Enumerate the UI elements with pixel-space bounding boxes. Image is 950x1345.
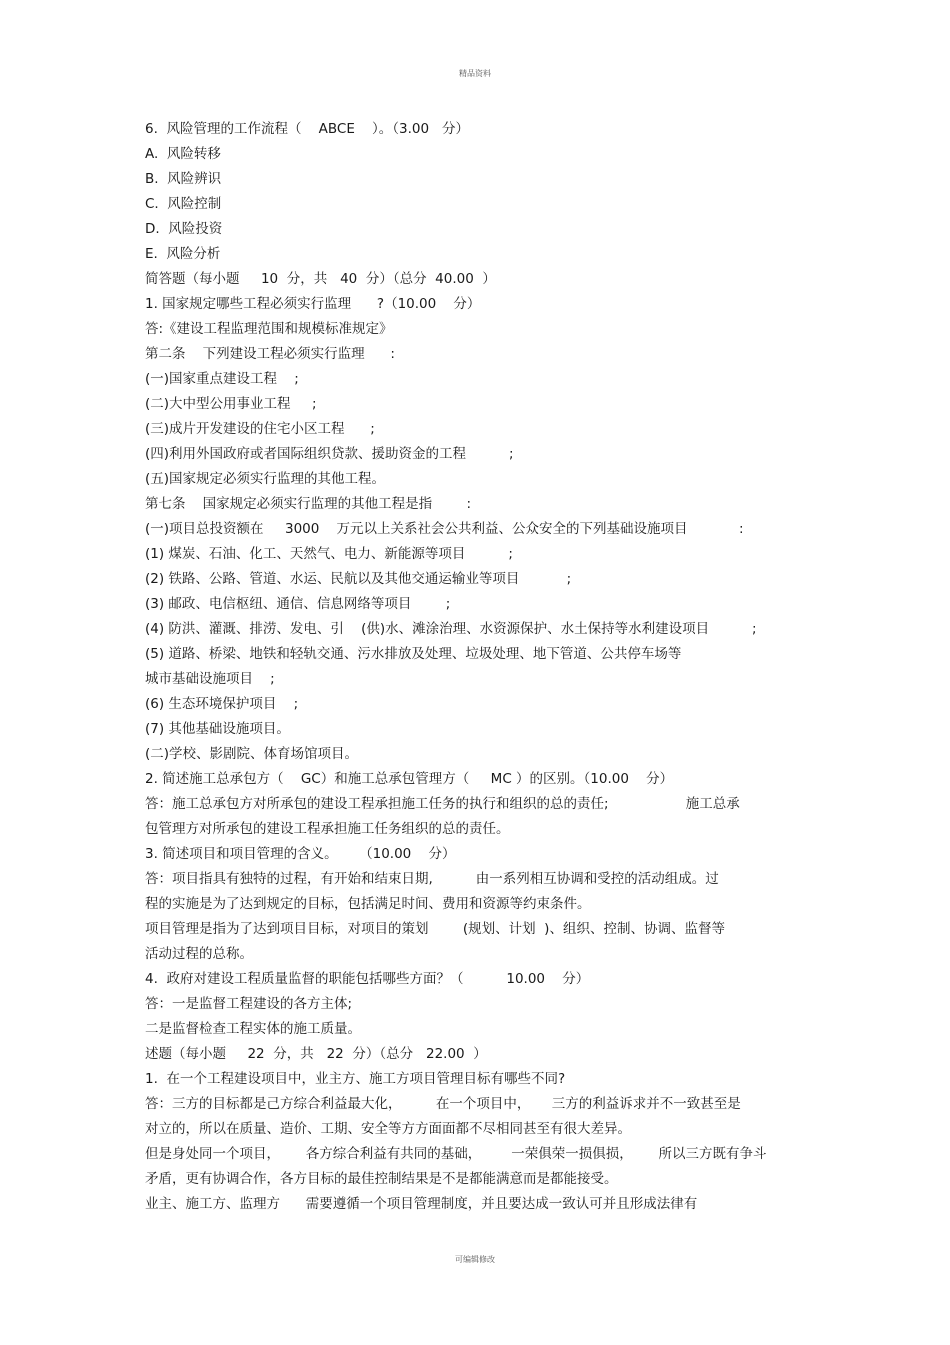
text-line: (6) 生态环境保护项目 ; — [145, 696, 299, 712]
text-line: 第七条 国家规定必须实行监理的其他工程是指 : — [145, 496, 472, 512]
text-line: 3. 简述项目和项目管理的含义。 （10.00 分） — [145, 846, 456, 862]
text-line: B. 风险辨识 — [145, 171, 222, 187]
text-line: (一)国家重点建设工程 ; — [145, 371, 299, 387]
text-line: 1. 在一个工程建设项目中，业主方、施工方项目管理目标有哪些不同? — [145, 1071, 566, 1087]
text-line: 答：三方的目标都是己方综合利益最大化， 在一个项目中， 三方的利益诉求并不一致甚至是 — [145, 1096, 741, 1112]
text-line: 矛盾，更有协调合作，各方目标的最佳控制结果是不是都能满意而是都能接受。 — [145, 1171, 618, 1187]
text-line: (二)大中型公用事业工程 ; — [145, 396, 317, 412]
page-footer: 可编辑修改 — [455, 1255, 495, 1264]
text-line: 答：项目指具有独特的过程，有开始和结束日期, 由一系列相互协调和受控的活动组成。过 — [145, 871, 719, 887]
text-line: 6. 风险管理的工作流程（ ABCE ）。（3.00 分） — [145, 121, 469, 137]
text-line: (5) 道路、桥梁、地铁和轻轨交通、污水排放及处理、垃圾处理、地下管道、公共停车场等 — [145, 646, 682, 662]
text-line: 包管理方对所承包的建设工程承担施工任务组织的总的责任。 — [145, 821, 510, 837]
text-line: (一)项目总投资额在 3000 万元以上关系社会公共利益、公众安全的下列基础设施项目 : — [145, 521, 744, 537]
page-header: 精品资料 — [459, 69, 491, 78]
text-line: (2) 铁路、公路、管道、水运、民航以及其他交通运输业等项目 ; — [145, 571, 572, 587]
text-line: 简答题（每小题 10 分，共 40 分）（总分 40.00 ） — [145, 271, 496, 287]
text-line: 程的实施是为了达到规定的目标，包括满足时间、费用和资源等约束条件。 — [145, 896, 591, 912]
text-line: 答：一是监督工程建设的各方主体; — [145, 996, 353, 1012]
text-line: 第二条 下列建设工程必须实行监理 : — [145, 346, 395, 362]
text-line: 二是监督检查工程实体的施工质量。 — [145, 1021, 361, 1037]
text-line: (五)国家规定必须实行监理的其他工程。 — [145, 471, 386, 487]
text-line: A. 风险转移 — [145, 146, 221, 162]
text-line: (二)学校、影剧院、体育场馆项目。 — [145, 746, 359, 762]
document-body — [145, 117, 825, 1217]
text-line: (7) 其他基础设施项目。 — [145, 721, 290, 737]
text-line: 2. 简述施工总承包方（ GC）和施工总承包管理方（ MC ）的区别。（10.00 分） — [145, 771, 674, 787]
text-line: (4) 防洪、灌溉、排涝、发电、引 (供)水、滩涂治理、水资源保护、水土保持等水利建设项目 ; — [145, 621, 757, 637]
text-line: (四)利用外国政府或者国际组织贷款、援助资金的工程 ; — [145, 446, 514, 462]
text-line: (三)成片开发建设的住宅小区工程 ; — [145, 421, 375, 437]
text-line: 4. 政府对建设工程质量监督的职能包括哪些方面？（ 10.00 分） — [145, 971, 590, 987]
text-line: 业主、施工方、监理方 需要遵循一个项目管理制度，并且要达成一致认可并且形成法律有 — [145, 1196, 698, 1212]
text-line: 1. 国家规定哪些工程必须实行监理 ?（10.00 分） — [145, 296, 481, 312]
text-line: (1) 煤炭、石油、化工、天然气、电力、新能源等项目 ; — [145, 546, 513, 562]
text-line: D. 风险投资 — [145, 221, 223, 237]
text-line: 答：施工总承包方对所承包的建设工程承担施工任务的执行和组织的总的责任; 施工总承 — [145, 796, 740, 812]
text-line: 活动过程的总称。 — [145, 946, 253, 962]
text-line: 但是身处同一个项目， 各方综合利益有共同的基础， 一荣俱荣一损俱损， 所以三方既有争斗 — [145, 1146, 767, 1162]
text-line: 对立的，所以在质量、造价、工期、安全等方方面面都不尽相同甚至有很大差异。 — [145, 1121, 631, 1137]
text-line: (3) 邮政、电信枢纽、通信、信息网络等项目 ; — [145, 596, 451, 612]
text-line: 项目管理是指为了达到项目目标，对项目的策划 (规划、计划 )、组织、控制、协调、监督等 — [145, 921, 725, 937]
text-line: E. 风险分析 — [145, 246, 221, 262]
text-line: 城市基础设施项目 ; — [145, 671, 275, 687]
text-line: 答:《建设工程监理范围和规模标准规定》 — [145, 321, 393, 337]
text-line: C. 风险控制 — [145, 196, 222, 212]
text-line: 述题（每小题 22 分，共 22 分）（总分 22.00 ） — [145, 1046, 487, 1062]
